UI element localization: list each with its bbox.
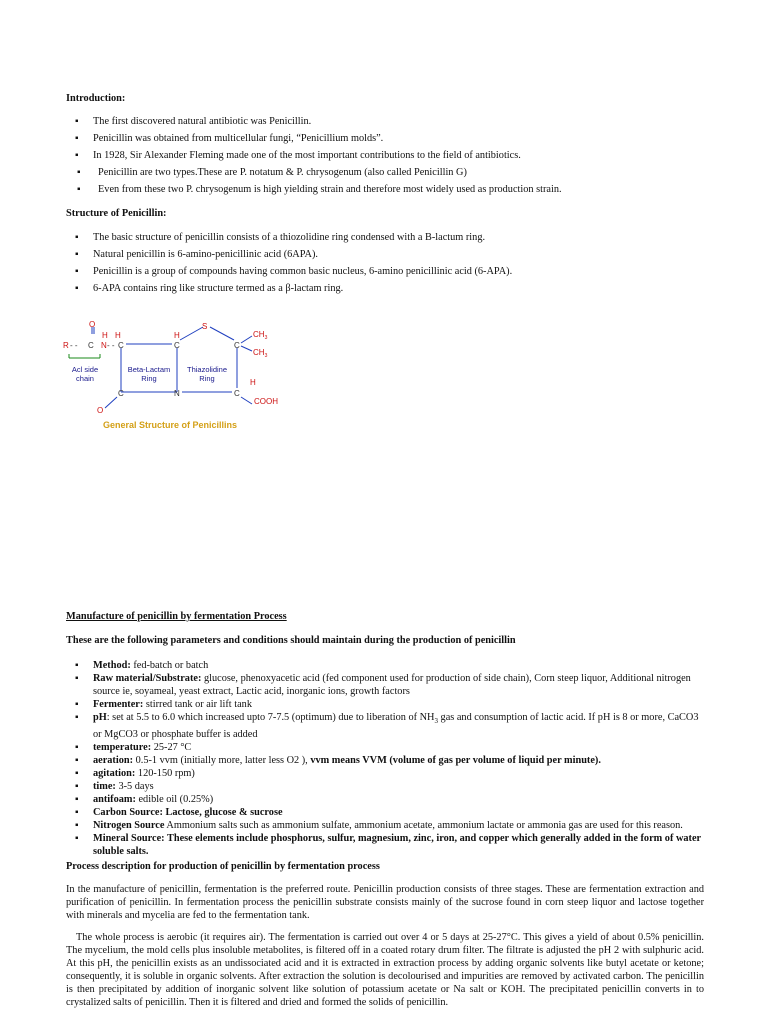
atom-c: C (88, 341, 94, 350)
list-item: ▪ Even from these two P. chrysogenum is high yielding strain and therefore most widely used as production strain. (66, 183, 704, 196)
process-paragraph-2: The whole process is aerobic (it requires air). The fermentation is carried out over 4 or 5 days at 25-27°C. This gives a yield of about 0.5% penicillin. The mycelium, the mold cells plus insoluble metabolites, is filtered off in a coated rotary drum filter. The filtrate is adjusted the pH 2 with sulphuric acid. At this pH, the penicillin exists as an undissociated acid and it is extracted in extraction process by adding organic solvents like butyl acetate or ketone; consequently, it is soluble in organic solvents. After extraction the solution is decolourised and impurities are removed by activated carbon. The penicillin is then precipitated by addition of inorganic solvent like solution of potassium acetate or Na salt or KOH. The precipitated penicillin converts in to crystalized salts of penicillin. Then it is filtered and dried and formed the solids of penicillin. (66, 932, 704, 1008)
atom-c: C (118, 341, 124, 350)
atom-o: O (97, 406, 104, 415)
bond-dash: - - (107, 341, 115, 350)
bond (241, 346, 252, 351)
list-item: ▪ Natural penicillin is 6-amino-penicillinic acid (6APA). (66, 248, 704, 261)
atom-s: S (202, 322, 208, 331)
list-item: ▪ Penicillin is a group of compounds having common basic nucleus, 6-amino penicillinic acid (6-APA). (66, 265, 704, 278)
list-item: ▪ aeration: 0.5-1 vvm (initially more, latter less O2 ), vvm means VVM (volume of gas per volume of liquid per minute). (66, 754, 704, 767)
list-item: ▪ The basic structure of penicillin consists of a thiozolidine ring condensed with a B-lactum ring. (66, 231, 704, 244)
manufacture-heading: Manufacture of penicillin by fermentation Process (66, 611, 287, 622)
atom-c: C (174, 341, 180, 350)
acyl-label: chain (76, 374, 94, 383)
process-heading: Process description for production of penicillin by fermentation process (66, 861, 380, 872)
list-item: ▪ pH: set at 5.5 to 6.0 which increased upto 7-7.5 (optimum) due to liberation of $NH_3$ gas and consumption of lactic acid. If pH is 8 or more, CaCO3 or MgCO3 or phosphate buffer is added (66, 711, 704, 741)
atom-h: H (102, 331, 108, 340)
bond (210, 327, 234, 340)
bond (241, 397, 252, 404)
manufacture-subheading: These are the following parameters and conditions should maintain during the production of penicillin (66, 635, 516, 646)
beta-lactam-label: Ring (141, 374, 157, 383)
bond (241, 336, 252, 343)
atom-h: H (115, 331, 121, 340)
ring-labels (72, 365, 227, 383)
structure-list (66, 231, 704, 295)
atom-o: O (89, 320, 96, 329)
thiazolidine-label: Thiazolidine (186, 365, 228, 374)
acyl-bracket (69, 354, 100, 358)
list-item: ▪ agitation: 120-150 rpm) (66, 767, 704, 780)
atom-n: N (174, 389, 180, 398)
list-item: ▪ Mineral Source: These elements include phosphorus, sulfur, magnesium, zinc, iron, and copper which generally added in the form of water soluble salts. (66, 832, 704, 858)
list-item: ▪ Carbon Source: Lactose, glucose & sucrose (66, 806, 704, 819)
list-item: ▪ time: 3-5 days (66, 780, 704, 793)
atom-r: R (63, 341, 69, 350)
list-item: ▪ The first discovered natural antibiotic was Penicillin. (66, 115, 704, 128)
atom-c: C (234, 341, 240, 350)
intro-list (66, 115, 704, 196)
atom-c: C (118, 389, 124, 398)
bond (180, 327, 203, 340)
beta-lactam-label: Beta-Lactam (127, 365, 171, 374)
carboxyl-group: COOH (254, 397, 278, 406)
thiazolidine-label: Ring (199, 374, 215, 383)
atom-n: N (101, 341, 107, 350)
atom-h: H (174, 331, 180, 340)
diagram-caption: General Structure of Penicillins (103, 420, 238, 430)
list-item: ▪ Method: fed-batch or batch (66, 659, 704, 672)
atom-c: C (234, 389, 240, 398)
intro-heading: Introduction: (66, 93, 126, 104)
methyl-group: $CH_3$ (253, 348, 268, 359)
list-item: ▪ In 1928, Sir Alexander Fleming made one of the most important contributions to the field of antibiotics. (66, 149, 704, 162)
acyl-label: Acl side (71, 365, 99, 374)
list-item: ▪ antifoam: edible oil (0.25%) (66, 793, 704, 806)
list-item: ▪ Raw material/Substrate: glucose, phenoxyacetic acid (fed component used for production of side chain), Corn steep liquor, Additional nitrogen source ie, soyameal, yeast extract, Lactic acid, inorganic ions, growth factors (66, 672, 704, 698)
bond (105, 397, 117, 408)
bond-dash: - - (70, 341, 78, 350)
list-item: ▪ Penicillin was obtained from multicellular fungi, “Penicillium molds”. (66, 132, 704, 145)
list-item: ▪ Fermenter: stirred tank or air lift tank (66, 698, 704, 711)
methyl-group: $CH_3$ (253, 330, 268, 341)
atom-h: H (250, 378, 256, 387)
list-item: ▪ Nitrogen Source Ammonium salts such as ammonium sulfate, ammonium acetate, ammonium lactate or ammonia gas are used for this reason. (66, 819, 704, 832)
penicillin-structure-diagram (60, 318, 300, 438)
list-item: ▪ Penicillin are two types.These are P. notatum & P. chrysogenum (also called Penicillin G) (66, 166, 704, 179)
parameters-list (66, 659, 704, 858)
process-paragraph-1: In the manufacture of penicillin, fermentation is the preferred route. Penicillin production consists of three stages. These are fermentation extraction and purification of penicillin. In fermentation process the penicillin substrate consists mainly of the sucrose found in corn steep liquor and lactose together with minerals and mycelia are fed to the fermentation tank. (66, 884, 704, 921)
list-item: ▪ temperature: 25-27 °C (66, 741, 704, 754)
structure-heading: Structure of Penicillin: (66, 208, 167, 219)
list-item: ▪ 6-APA contains ring like structure termed as a β-lactam ring. (66, 282, 704, 295)
